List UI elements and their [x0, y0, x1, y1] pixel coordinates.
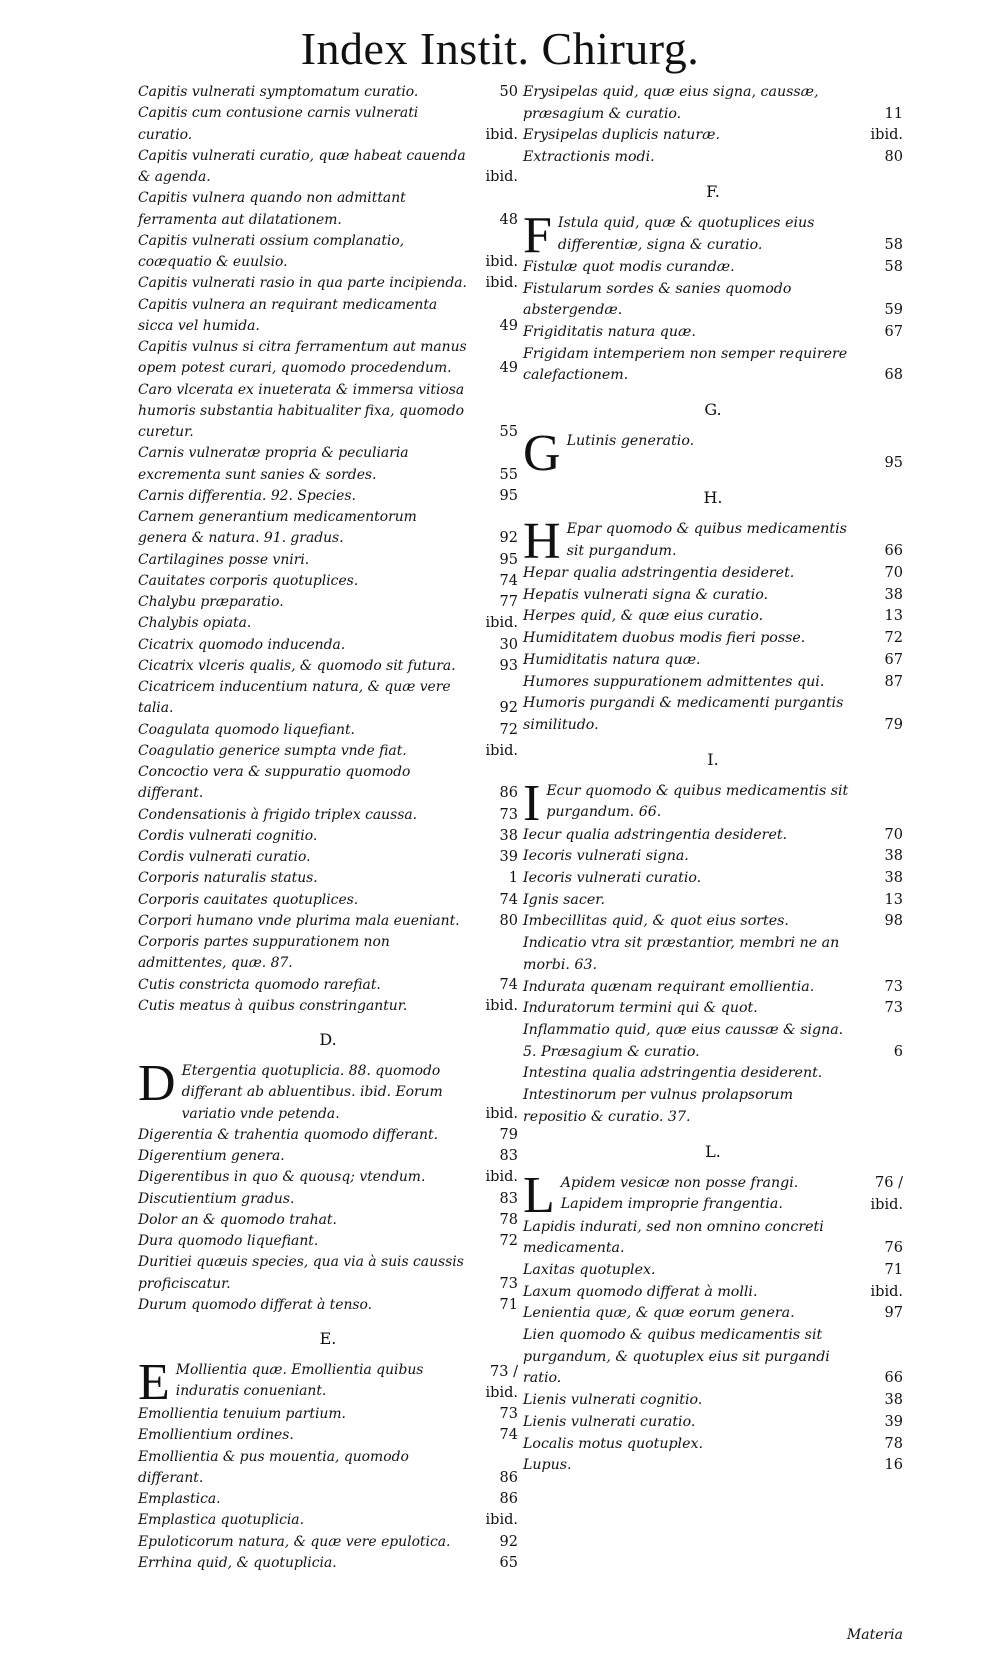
index-entry	[138, 486, 518, 507]
entry-text: Cordis vulnerati curatio.	[138, 849, 311, 865]
entry-text: Lienis vulnerati curatio.	[523, 1413, 696, 1430]
index-entry	[523, 606, 903, 628]
page-reference: ibid.	[485, 275, 518, 292]
page-reference: 55	[499, 424, 518, 440]
page-reference: 16	[884, 1457, 903, 1474]
index-entry	[138, 613, 518, 634]
index-entry	[138, 82, 518, 103]
page-reference: 92	[499, 700, 518, 717]
page-reference: 65	[499, 1554, 518, 1571]
section-letter: E.	[319, 1329, 337, 1348]
index-entry	[523, 781, 903, 825]
index-entry	[523, 563, 903, 585]
page-reference: 72	[884, 630, 903, 647]
entry-text: Discutientium gradus.	[138, 1190, 295, 1207]
index-entry	[523, 1173, 903, 1217]
drop-initial: E	[138, 1360, 170, 1404]
index-entry	[523, 82, 903, 125]
entry-text: Indicatio vtra sit præstantior, membri ne an morbi. 63.	[523, 935, 840, 973]
entry-text: Lutinis generatio.	[566, 433, 695, 450]
index-entry	[138, 273, 518, 294]
entry-text: Emollientia tenuium partium.	[138, 1406, 346, 1422]
entry-text: Concoctio vera & suppuratio quomodo differant.	[138, 764, 411, 802]
index-entry	[523, 693, 903, 736]
page-reference: 74	[499, 976, 518, 993]
entry-text: Extractionis modi.	[523, 149, 655, 166]
page-reference: 11	[884, 105, 903, 122]
page-reference: 83	[499, 1148, 518, 1164]
page-reference: 95	[499, 551, 518, 568]
entry-text: Condensationis à frigido triplex caussa.	[138, 806, 418, 823]
page-reference: 98	[884, 913, 903, 930]
index-entry	[138, 1360, 518, 1404]
page-reference: ibid.	[485, 1169, 518, 1186]
index-entry	[523, 213, 903, 257]
entry-text: Ignis sacer.	[523, 891, 605, 908]
index-entry	[138, 188, 518, 231]
page-reference: 97	[884, 1305, 903, 1322]
entry-text: Chalybu præparatio.	[138, 594, 284, 610]
index-entry	[523, 868, 903, 890]
page-reference: 1	[508, 870, 518, 887]
page-reference: 13	[884, 891, 903, 908]
entry-text: Corpori humano vnde plurima mala eueniant.	[138, 912, 460, 929]
page-reference: 77	[499, 594, 518, 610]
index-entry	[523, 890, 903, 912]
page-reference: 76 / ibid.	[870, 1175, 903, 1213]
index-entry	[523, 279, 903, 322]
page-reference: ibid.	[485, 1512, 518, 1529]
entry-text: Cicatrix vlceris qualis, & quomodo sit futura.	[138, 657, 456, 674]
catchword: Materia	[846, 1627, 903, 1643]
page-reference: 72	[499, 1233, 518, 1249]
page-reference: 74	[499, 572, 518, 589]
page-reference: 73	[499, 1275, 518, 1292]
index-entry	[138, 550, 518, 571]
entry-text: Humiditatis natura quæ.	[523, 651, 701, 668]
section-letter: F.	[706, 181, 720, 201]
page-reference: 55	[499, 466, 518, 483]
entry-text: Humiditatem duobus modis fieri posse.	[523, 630, 806, 647]
page-reference: 38	[884, 848, 903, 865]
entry-text: Humores suppurationem admittentes qui.	[523, 673, 825, 690]
index-entry	[138, 1553, 518, 1574]
index-entry	[138, 103, 518, 146]
left-column	[138, 82, 518, 1574]
section-letter: L.	[705, 1141, 721, 1161]
entry-text: Erysipelas quid, quæ eius signa, caussæ, præsagium & curatio.	[523, 84, 819, 122]
page-reference: ibid.	[485, 997, 518, 1014]
index-entry	[523, 977, 903, 999]
entry-text: Digerentibus in quo & quousq; vtendum.	[138, 1169, 426, 1186]
entry-text: Fistularum sordes & sanies quomodo abstergendæ.	[523, 280, 792, 319]
entry-text: Capitis cum contusione carnis vulnerati curatio.	[138, 105, 419, 143]
index-entry	[138, 932, 518, 975]
page-reference: ibid.	[485, 169, 518, 185]
page-reference: 49	[499, 360, 518, 377]
index-entry	[523, 125, 903, 147]
index-entry	[138, 337, 518, 380]
index-entry	[138, 1510, 518, 1531]
index-entry	[138, 1447, 518, 1490]
index-entry	[138, 443, 518, 486]
entry-text: Errhina quid, & quotuplicia.	[138, 1554, 337, 1571]
page-reference: 95	[499, 487, 518, 504]
index-entry	[523, 519, 903, 563]
entry-text: Lenientia quæ, & quæ eorum genera.	[523, 1305, 795, 1322]
page-reference: 58	[884, 237, 903, 254]
entry-text: Herpes quid, & quæ eius curatio.	[523, 608, 764, 625]
entry-text: Duritiei quæuis species, qua via à suis caussis proficiscatur.	[138, 1254, 464, 1292]
index-entry	[138, 146, 518, 189]
page-reference: 39	[499, 849, 518, 865]
page-reference: 68	[884, 367, 903, 384]
page-reference: 79	[884, 716, 903, 733]
section-letter: D.	[319, 1030, 337, 1049]
page-reference: 67	[884, 323, 903, 340]
page-reference: 83	[499, 1190, 518, 1207]
entry-text: Hepatis vulnerati signa & curatio.	[523, 586, 769, 603]
index-entry	[523, 1063, 903, 1085]
index-entry	[523, 257, 903, 279]
index-entry	[523, 431, 903, 475]
index-entry	[138, 1146, 518, 1167]
page-reference: 6	[893, 1043, 903, 1060]
page-reference: 86	[499, 1491, 518, 1507]
page-reference: 79	[499, 1126, 518, 1143]
page-reference: 74	[499, 891, 518, 908]
entry-text: Dura quomodo liquefiant.	[138, 1233, 319, 1249]
entry-text: Ecur quomodo & quibus medicamentis sit purgandum. 66.	[546, 782, 849, 821]
entry-text: Durum quomodo differat à tenso.	[138, 1296, 373, 1313]
index-entry	[138, 635, 518, 656]
entry-text: Cicatricem inducentium natura, & quæ vere talia.	[138, 679, 451, 717]
page-reference: 86	[499, 785, 518, 802]
entry-text: Carnem generantium medicamentorum genera & natura. 91. gradus.	[138, 509, 417, 547]
page-reference: 30	[499, 636, 518, 653]
index-entry	[138, 231, 518, 274]
index-entry	[138, 380, 518, 444]
page-reference: 70	[884, 826, 903, 843]
index-entry	[523, 1303, 903, 1325]
index-entry	[138, 868, 518, 889]
page-reference: 92	[499, 530, 518, 547]
page-reference: 49	[499, 317, 518, 334]
page-reference: 72	[499, 721, 518, 738]
page-reference: 73	[884, 978, 903, 995]
index-entry	[138, 1167, 518, 1188]
section-letter: G.	[704, 400, 722, 420]
drop-initial: I	[523, 780, 541, 825]
page-reference: ibid.	[485, 254, 518, 270]
entry-text: Coagulatio generice sumpta vnde fiat.	[138, 742, 407, 759]
entry-text: Dolor an & quomodo trahat.	[138, 1211, 337, 1228]
entry-text: Coagulata quomodo liquefiant.	[138, 721, 355, 738]
entry-text: Cutis meatus à quibus constringantur.	[138, 997, 408, 1014]
index-entry	[138, 571, 518, 592]
page-reference: ibid.	[870, 127, 903, 144]
page-reference: 38	[884, 1392, 903, 1409]
index-entry	[523, 825, 903, 847]
index-entry	[523, 650, 903, 672]
section-letter: I.	[707, 749, 719, 769]
index-entry	[138, 847, 518, 868]
page-reference: 71	[499, 1296, 518, 1313]
entry-text: Epuloticorum natura, & quæ vere epulotica.	[138, 1533, 451, 1550]
index-entry	[138, 507, 518, 550]
entry-text: Humoris purgandi & medicamenti purgantis similitudo.	[523, 695, 844, 733]
page-reference: 66	[884, 543, 903, 560]
page-reference: 38	[499, 827, 518, 844]
entry-text: Capitis vulnera quando non admittant ferramenta aut dilatationem.	[138, 190, 406, 228]
entry-text: Fistulæ quot modis curandæ.	[523, 258, 735, 275]
entry-text: Cartilagines posse vniri.	[138, 551, 310, 568]
entry-text: Intestina qualia adstringentia desiderent.	[523, 1065, 823, 1082]
page-reference: 73	[499, 806, 518, 823]
index-entry	[138, 996, 518, 1017]
entry-text: Emollientium ordines.	[138, 1427, 294, 1444]
page-reference: 93	[499, 657, 518, 674]
page-reference: 38	[884, 586, 903, 603]
drop-initial: G	[523, 431, 561, 476]
page-reference: 58	[884, 258, 903, 275]
drop-initial: F	[523, 212, 552, 257]
index-entry	[523, 344, 903, 387]
section-letter: H.	[703, 488, 723, 508]
entry-text: Inflammatio quid, quæ eius caussæ & signa. 5. Præsagium & curatio.	[523, 1021, 844, 1060]
page-reference: 76	[884, 1240, 903, 1257]
page-reference: 50	[499, 84, 518, 100]
index-entry	[523, 1455, 903, 1477]
index-entry	[138, 1404, 518, 1425]
index-entry	[523, 1217, 903, 1260]
index-entry	[138, 890, 518, 911]
entry-text: Cordis vulnerati cognitio.	[138, 827, 318, 844]
page-reference: 80	[884, 149, 903, 166]
entry-text: Lien quomodo & quibus medicamentis sit purgandum, & quotuplex eius sit purgandi ratio.	[523, 1327, 830, 1387]
page-title: Index Instit. Chirurg.	[300, 23, 700, 74]
page-reference: 39	[884, 1413, 903, 1430]
page-reference: 73	[499, 1406, 518, 1422]
entry-text: Iecur qualia adstringentia desideret.	[523, 826, 788, 843]
index-entry	[138, 1532, 518, 1553]
entry-text: Capitis vulnerati ossium complanatio, coæquatio & euulsio.	[138, 232, 405, 270]
entry-text: Capitis vulnus si citra ferramentum aut manus opem potest curari, quomodo procedendum.	[138, 339, 467, 377]
page-reference: 13	[884, 608, 903, 625]
page-reference: 59	[884, 302, 903, 319]
index-entry	[138, 1489, 518, 1510]
page-reference: ibid.	[485, 126, 518, 143]
index-entry	[138, 592, 518, 613]
entry-text: Epar quomodo & quibus medicamentis sit purgandum.	[566, 521, 847, 559]
index-entry	[138, 1231, 518, 1252]
entry-text: Frigidam intemperiem non semper requirere calefactionem.	[523, 345, 848, 384]
entry-text: Erysipelas duplicis naturæ.	[523, 127, 720, 144]
index-entry	[138, 975, 518, 996]
entry-text: Lupus.	[523, 1457, 572, 1474]
entry-text: Iecoris vulnerati signa.	[523, 848, 689, 865]
index-entry	[138, 1061, 518, 1125]
page-reference: ibid.	[870, 1283, 903, 1300]
page-reference: 71	[884, 1261, 903, 1278]
entry-text: Lapidis indurati, sed non omnino concreti medicamenta.	[523, 1218, 824, 1257]
entry-text: Cauitates corporis quotuplices.	[138, 572, 359, 589]
entry-text: Frigiditatis natura quæ.	[523, 323, 696, 340]
entry-text: Apidem vesicæ non posse frangi. Lapidem improprie frangentia.	[560, 1174, 799, 1213]
entry-text: Laxitas quotuplex.	[523, 1261, 656, 1278]
index-entry	[523, 585, 903, 607]
index-entry	[138, 1425, 518, 1446]
index-entry	[523, 846, 903, 868]
index-entry	[138, 1295, 518, 1316]
entry-text: Cicatrix quomodo inducenda.	[138, 636, 346, 653]
index-entry	[523, 1390, 903, 1412]
page-reference: 74	[499, 1427, 518, 1444]
index-entry	[138, 762, 518, 805]
page-reference: 38	[884, 870, 903, 887]
index-entry	[523, 1434, 903, 1456]
index-entry	[138, 741, 518, 762]
page-reference: 95	[884, 455, 903, 472]
page-reference: 48	[499, 211, 518, 228]
entry-text: Etergentia quotuplicia. 88. quomodo differant ab abluentibus. ibid. Eorum variatio vnde petenda.	[181, 1063, 443, 1122]
index-entry	[523, 1085, 903, 1128]
index-entry	[523, 1260, 903, 1282]
entry-text: Caro vlcerata ex inueterata & immersa vitiosa humoris substantia habitualiter fixa, quomodo curetur.	[138, 381, 465, 440]
page-reference: 70	[884, 565, 903, 582]
page-reference: 78	[884, 1435, 903, 1452]
page-reference: 78	[499, 1211, 518, 1228]
entry-text: Digerentia & trahentia quomodo differant.	[138, 1126, 439, 1143]
page-reference: ibid.	[485, 615, 518, 632]
page-reference: 87	[884, 673, 903, 690]
index-entry	[523, 322, 903, 344]
entry-text: Emplastica.	[138, 1491, 221, 1507]
page-reference: 67	[884, 651, 903, 668]
right-column	[523, 82, 903, 1477]
entry-text: Imbecillitas quid, & quot eius sortes.	[523, 913, 789, 930]
entry-text: Capitis vulnerati curatio, quæ habeat cauenda & agenda.	[138, 147, 466, 185]
drop-initial: H	[523, 519, 561, 564]
page-reference: 86	[499, 1469, 518, 1486]
index-entry	[138, 805, 518, 826]
entry-text: Capitis vulnera an requirant medicamenta sicca vel humida.	[138, 296, 438, 334]
page-reference: 73 / ibid.	[485, 1363, 518, 1401]
entry-text: Iecoris vulnerati curatio.	[523, 870, 702, 887]
index-entry	[523, 911, 903, 933]
index-entry	[138, 1125, 518, 1146]
page-reference: 80	[499, 912, 518, 929]
index-entry	[523, 147, 903, 169]
index-entry	[138, 1252, 518, 1295]
index-entry	[138, 911, 518, 932]
entry-text: Chalybis opiata.	[138, 615, 252, 632]
index-entry	[138, 1189, 518, 1210]
index-entry	[138, 677, 518, 720]
entry-text: Digerentium genera.	[138, 1148, 285, 1164]
page-reference: 92	[499, 1533, 518, 1550]
entry-text: Cutis constricta quomodo rarefiat.	[138, 976, 381, 993]
page-reference: ibid.	[485, 742, 518, 759]
page-reference: 66	[884, 1370, 903, 1387]
entry-text: Emollientia & pus mouentia, quomodo differant.	[138, 1448, 409, 1486]
page-reference: 73	[884, 1000, 903, 1017]
index-entry	[523, 1325, 903, 1390]
page-reference: ibid.	[485, 1105, 518, 1122]
index-entry	[523, 1412, 903, 1434]
drop-initial: D	[138, 1061, 176, 1112]
drop-initial: L	[523, 1172, 555, 1217]
index-entry	[523, 1282, 903, 1304]
entry-text: Corporis cauitates quotuplices.	[138, 891, 359, 908]
entry-text: Localis motus quotuplex.	[523, 1435, 703, 1452]
index-entry	[523, 672, 903, 694]
entry-text: Laxum quomodo differat à molli.	[523, 1283, 758, 1300]
entry-text: Intestinorum per vulnus prolapsorum repositio & curatio. 37.	[523, 1087, 794, 1125]
index-entry	[138, 295, 518, 338]
entry-text: Corporis partes suppurationem non admittentes, quæ. 87.	[138, 934, 390, 972]
entry-text: Emplastica quotuplicia.	[138, 1512, 304, 1529]
entry-text: Istula quid, quæ & quotuplices eius differentiæ, signa & curatio.	[557, 214, 815, 253]
entry-text: Induratorum termini qui & quot.	[523, 1000, 758, 1017]
index-entry	[138, 720, 518, 741]
entry-text: Carnis vulneratæ propria & peculiaria excrementa sunt sanies & sordes.	[138, 445, 409, 483]
index-entry	[138, 656, 518, 677]
entry-text: Capitis vulnerati rasio in qua parte incipienda.	[138, 275, 467, 292]
entry-text: Indurata quænam requirant emollientia.	[523, 978, 815, 995]
index-entry	[523, 628, 903, 650]
entry-text: Corporis naturalis status.	[138, 870, 318, 887]
entry-text: Mollientia quæ. Emollientia quibus induratis conueniant.	[175, 1362, 424, 1400]
entry-text: Capitis vulnerati symptomatum curatio.	[138, 84, 419, 100]
entry-text: Lienis vulnerati cognitio.	[523, 1392, 703, 1409]
index-entry	[523, 933, 903, 976]
index-entry	[138, 1210, 518, 1231]
entry-text: Carnis differentia. 92. Species.	[138, 487, 356, 504]
index-entry	[523, 998, 903, 1020]
entry-text: Hepar qualia adstringentia desideret.	[523, 565, 795, 582]
index-entry	[523, 1020, 903, 1063]
index-entry	[138, 826, 518, 847]
